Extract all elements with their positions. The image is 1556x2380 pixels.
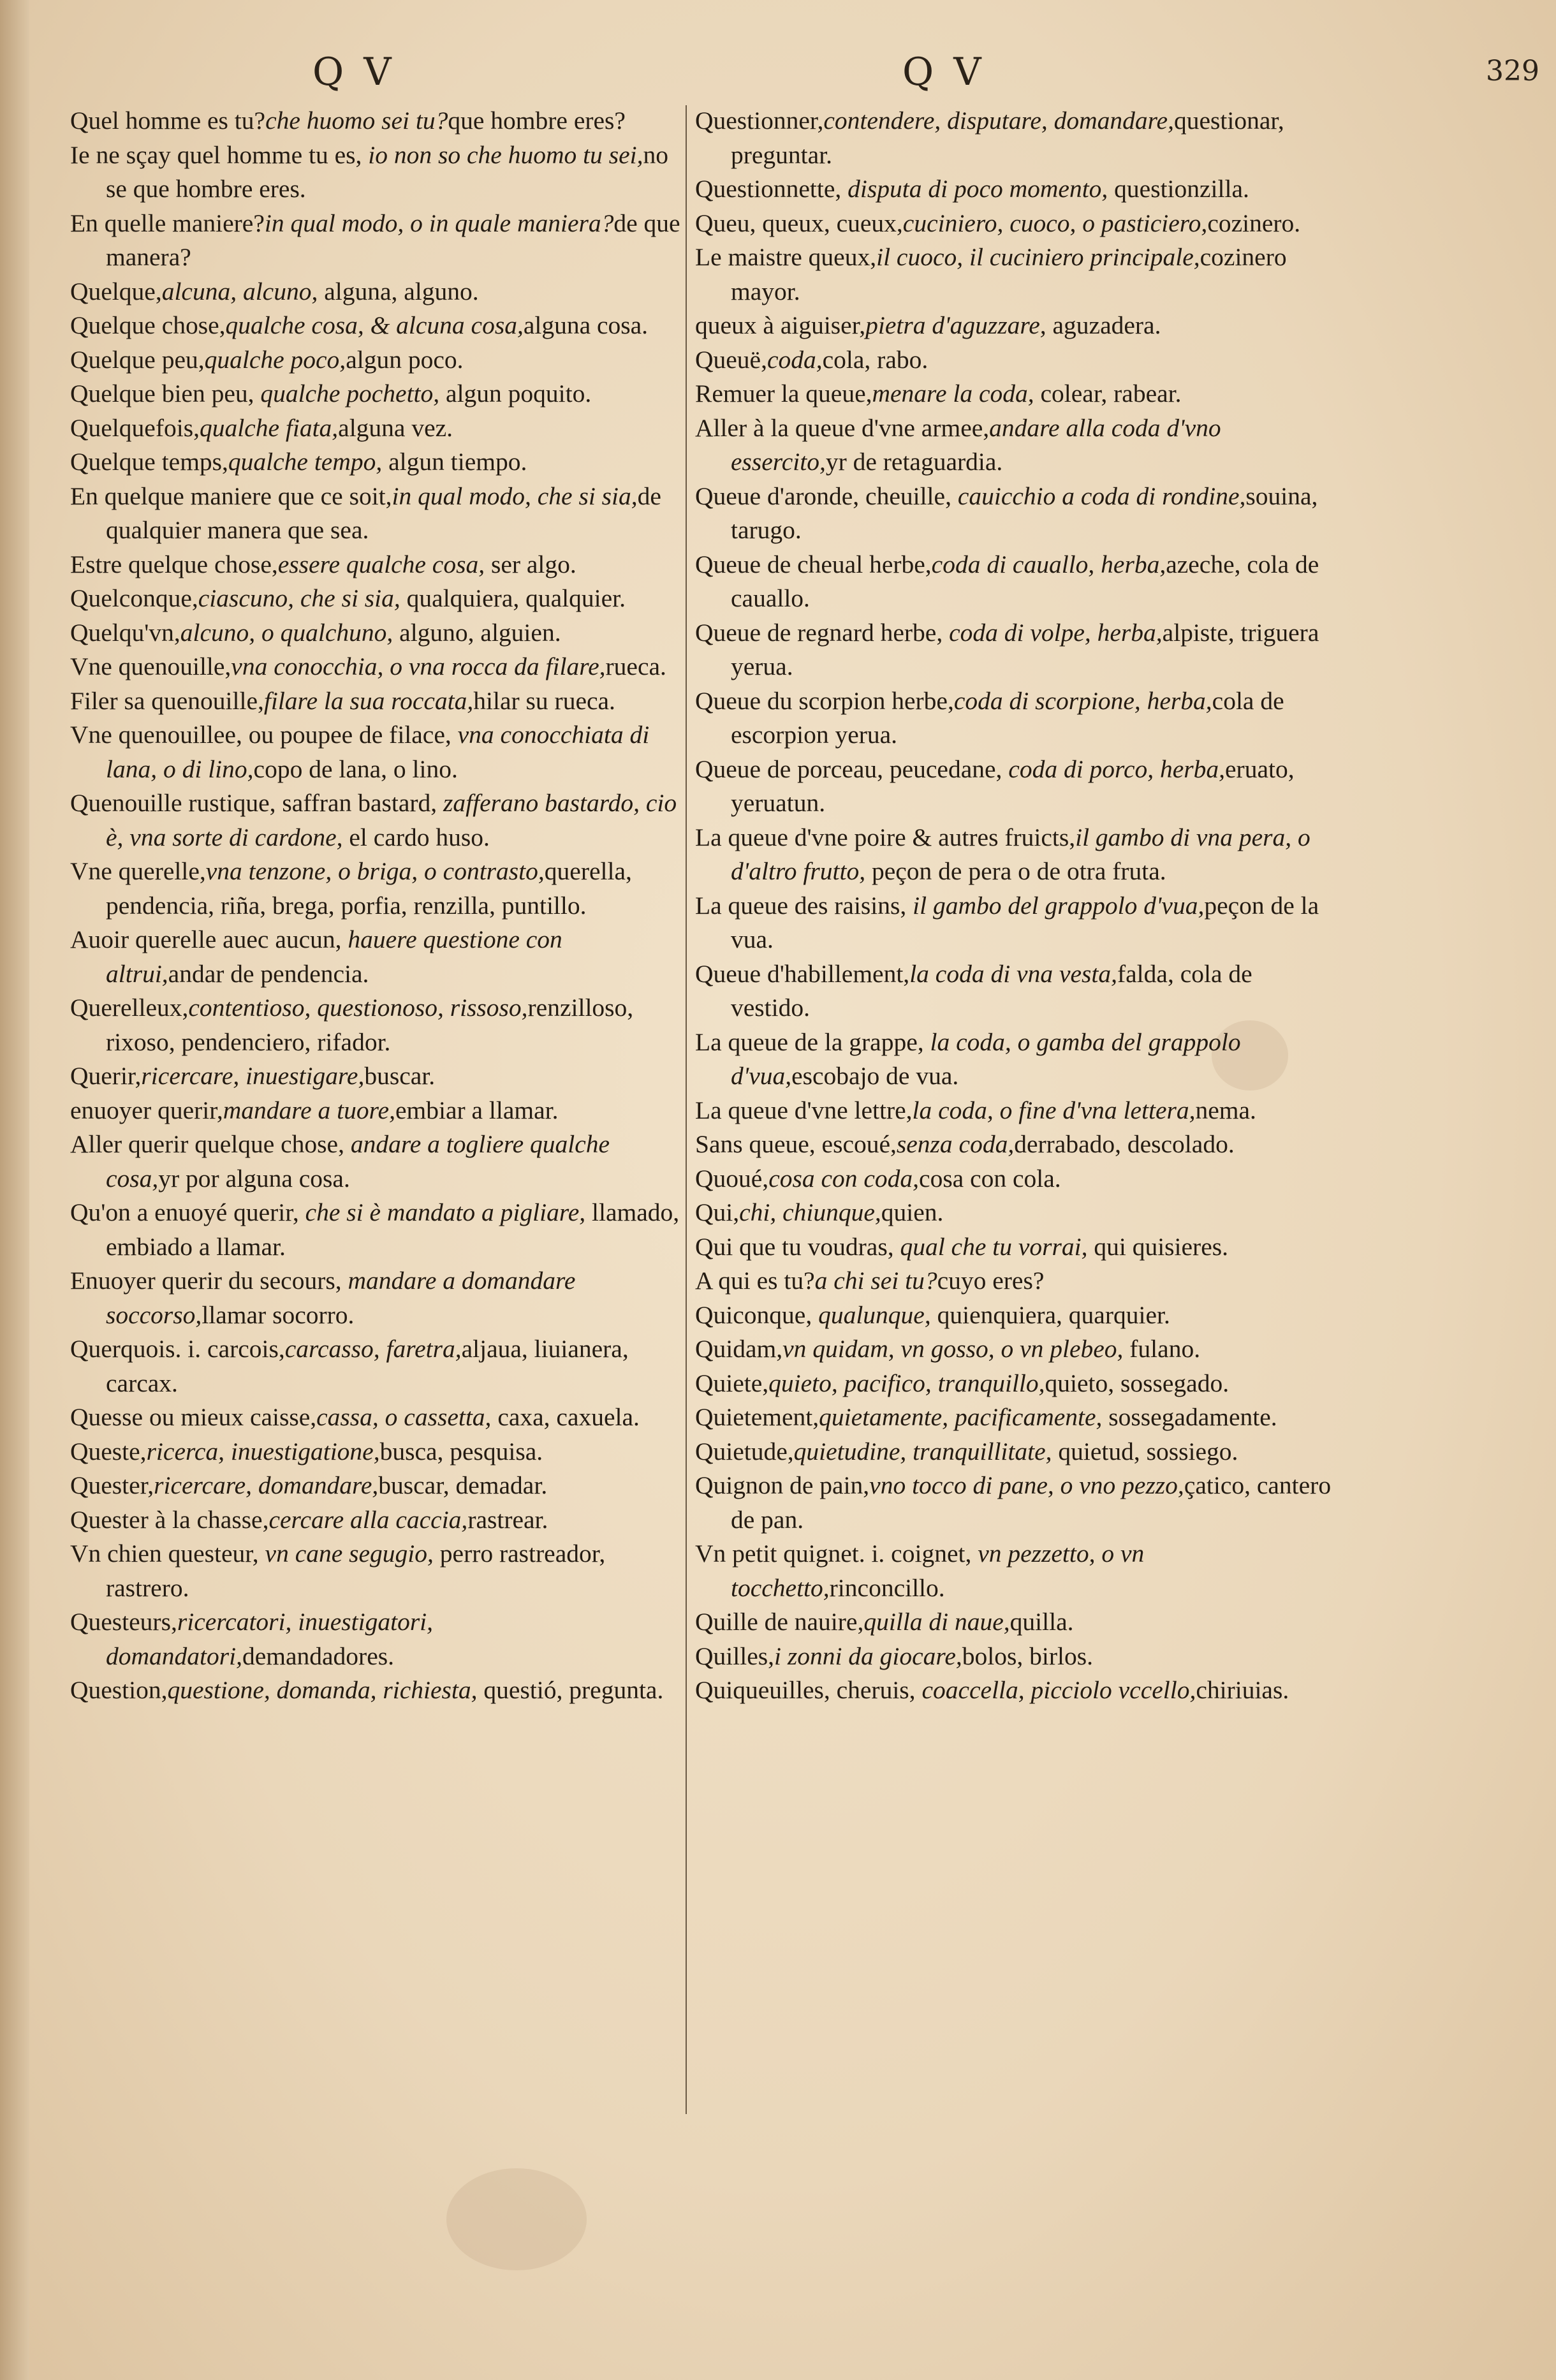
- italian-translation: qualunque,: [818, 1300, 931, 1329]
- french-headword: enuoyer querir,: [70, 1096, 223, 1124]
- french-headword: Quiqueuilles, cheruis,: [695, 1676, 922, 1704]
- dictionary-entry: [695, 309, 1336, 343]
- dictionary-entry: [695, 753, 1336, 821]
- french-headword: Quelque,: [70, 277, 162, 305]
- french-headword: Querelleux,: [70, 994, 189, 1022]
- french-headword: Quoué,: [695, 1164, 769, 1193]
- spanish-translation: çatico, cantero de pan.: [731, 1471, 1332, 1534]
- french-headword: Quester à la chasse,: [70, 1505, 269, 1534]
- spanish-translation: quietud, sossiego.: [1052, 1437, 1238, 1465]
- spanish-translation: questionzilla.: [1108, 175, 1249, 203]
- italian-translation: cercare alla caccia,: [268, 1505, 468, 1534]
- spanish-translation: cola, rabo.: [822, 345, 928, 374]
- italian-translation: io non so che huomo tu sei,: [368, 140, 643, 169]
- french-headword: Queste,: [70, 1437, 147, 1465]
- french-headword: Quilles,: [695, 1642, 774, 1670]
- spanish-translation: renzilloso, rixoso, pendenciero, rifador.: [106, 994, 634, 1056]
- spanish-translation: querella, pendencia, riña, brega, porfia, renzilla, puntillo.: [106, 857, 632, 920]
- french-headword: Querir,: [70, 1062, 142, 1090]
- dictionary-entry: [695, 957, 1336, 1025]
- french-headword: A qui es tu?: [695, 1267, 815, 1295]
- dictionary-entry: [70, 582, 682, 616]
- dictionary-entry: [70, 1059, 682, 1094]
- spanish-translation: aljaua, liuianera, carcax.: [106, 1335, 629, 1397]
- french-headword: Filer sa quenouille,: [70, 686, 264, 715]
- dictionary-entry: [70, 1537, 682, 1605]
- french-headword: Quelque peu,: [70, 345, 205, 374]
- french-headword: La queue de la grappe,: [695, 1027, 930, 1056]
- spanish-translation: eruato, yeruatun.: [731, 754, 1295, 817]
- spanish-translation: ser algo.: [485, 550, 576, 578]
- spanish-translation: quien.: [881, 1198, 944, 1226]
- italian-translation: che huomo sei tu?: [265, 107, 448, 135]
- french-headword: Vne quenouillee, ou poupee de filace,: [70, 721, 458, 749]
- dictionary-entry: [70, 718, 682, 786]
- french-headword: Questeurs,: [70, 1608, 177, 1636]
- italian-translation: menare la coda,: [872, 379, 1034, 408]
- italian-translation: qualche tempo,: [228, 448, 383, 476]
- dictionary-entry: [70, 923, 682, 991]
- spanish-translation: quienquiera, quarquier.: [930, 1300, 1170, 1329]
- italian-translation: carcasso, faretra,: [284, 1335, 462, 1363]
- spanish-translation: algun poquito.: [439, 379, 592, 408]
- italian-translation: il gambo di vna pera, o d'altro frutto,: [731, 823, 1310, 885]
- dictionary-entry: [70, 786, 682, 855]
- french-headword: En quelle maniere?: [70, 209, 265, 237]
- spanish-translation: quilla.: [1009, 1608, 1074, 1636]
- french-headword: Queue de porceau, peucedane,: [695, 754, 1009, 783]
- french-headword: Quelque bien peu,: [70, 379, 261, 408]
- spanish-translation: azeche, cola de cauallo.: [731, 550, 1319, 612]
- french-headword: Quidam,: [695, 1335, 783, 1363]
- spanish-translation: no se que hombre eres.: [106, 140, 668, 203]
- italian-translation: qualche pochetto,: [260, 379, 440, 408]
- spanish-translation: derrabado, descolado.: [1014, 1130, 1235, 1158]
- italian-translation: coda di porco, herba,: [1008, 754, 1226, 783]
- italian-translation: quietudine, tranquillitate,: [793, 1437, 1052, 1465]
- italian-translation: senza coda,: [896, 1130, 1015, 1158]
- spanish-translation: algun tiempo.: [382, 448, 527, 476]
- dictionary-entry: [695, 1094, 1336, 1128]
- spanish-translation: buscar.: [364, 1062, 436, 1090]
- dictionary-entry: [70, 1094, 682, 1128]
- dictionary-entry: [695, 1025, 1336, 1094]
- italian-translation: essere qualche cosa,: [277, 550, 485, 578]
- french-headword: Quesse ou mieux caisse,: [70, 1403, 317, 1431]
- italian-translation: vn pezzetto, o vn tocchetto,: [731, 1539, 1145, 1602]
- spanish-translation: nema.: [1195, 1096, 1256, 1124]
- italian-translation: coda di scorpione, herba,: [953, 686, 1212, 715]
- italian-translation: quietamente, pacificamente,: [819, 1403, 1103, 1431]
- dictionary-entry: [695, 1469, 1336, 1537]
- french-headword: La queue d'vne lettre,: [695, 1096, 913, 1124]
- spanish-translation: de que manera?: [106, 209, 680, 271]
- spanish-translation: yr de retaguardia.: [825, 448, 1003, 476]
- italian-translation: cassa, o cassetta,: [316, 1403, 492, 1431]
- dictionary-entry: [695, 548, 1336, 616]
- french-headword: Quelqu'vn,: [70, 618, 180, 647]
- dictionary-entry: [695, 1298, 1336, 1333]
- dictionary-entry: [695, 207, 1336, 241]
- dictionary-entry: [70, 1264, 682, 1332]
- italian-translation: vna tenzone, o briga, o contrasto,: [205, 857, 545, 885]
- italian-translation: hauere questione con altrui,: [106, 925, 562, 988]
- italian-translation: pietra d'aguzzare,: [865, 311, 1046, 339]
- french-headword: Remuer la queue,: [695, 379, 872, 408]
- italian-translation: la coda, o fine d'vna lettera,: [912, 1096, 1196, 1124]
- french-headword: Question,: [70, 1676, 168, 1704]
- spanish-translation: quieto, sossegado.: [1045, 1369, 1229, 1397]
- french-headword: Quietude,: [695, 1437, 794, 1465]
- italian-translation: coda di cauallo, herba,: [931, 550, 1166, 578]
- italian-translation: i zonni da giocare,: [774, 1642, 962, 1670]
- spanish-translation: llamado, embiado a llamar.: [106, 1198, 680, 1261]
- italian-translation: il gambo del grappolo d'vua,: [913, 891, 1205, 920]
- running-header: [0, 50, 1556, 101]
- french-headword: Queue de regnard herbe,: [695, 618, 950, 647]
- dictionary-entry: [70, 1673, 682, 1708]
- french-headword: Le maistre queux,: [695, 243, 877, 271]
- french-headword: Estre quelque chose,: [70, 550, 278, 578]
- italian-translation: quilla di naue,: [863, 1608, 1010, 1636]
- italian-translation: cuciniero, cuoco, o pasticiero,: [902, 209, 1208, 237]
- italian-translation: mandare a domandare soccorso,: [106, 1267, 576, 1329]
- spanish-translation: peçon de la vua.: [731, 891, 1319, 953]
- italian-translation: in qual modo, o in quale maniera?: [264, 209, 614, 237]
- dictionary-entry: [695, 1128, 1336, 1162]
- italian-translation: vno tocco di pane, o vno pezzo,: [869, 1471, 1184, 1499]
- french-headword: Sans queue, escoué,: [695, 1130, 897, 1158]
- right-column: [695, 104, 1336, 1708]
- spanish-translation: bolos, birlos.: [962, 1642, 1093, 1670]
- italian-translation: zafferano bastardo, cio è, vna sorte di cardone,: [106, 789, 677, 851]
- french-headword: Querquois. i. carcois,: [70, 1335, 285, 1363]
- french-headword: Questionner,: [695, 107, 824, 135]
- spanish-translation: chiriuias.: [1196, 1676, 1289, 1704]
- french-headword: Queuë,: [695, 345, 767, 374]
- dictionary-entry: [70, 343, 682, 378]
- dictionary-entry: [695, 889, 1336, 957]
- spanish-translation: yr por alguna cosa.: [158, 1164, 350, 1193]
- dictionary-entry: [70, 377, 682, 411]
- italian-translation: la coda di vna vesta,: [909, 959, 1117, 988]
- spanish-translation: aguzadera.: [1046, 311, 1161, 339]
- spanish-translation: souina, tarugo.: [731, 481, 1318, 544]
- french-headword: Aller à la queue d'vne armee,: [695, 413, 990, 442]
- spanish-translation: falda, cola de vestido.: [731, 959, 1252, 1022]
- spanish-translation: cola de escorpion yerua.: [731, 686, 1284, 749]
- french-headword: Queue du scorpion herbe,: [695, 686, 954, 715]
- italian-translation: che si è mandato a pigliare,: [305, 1198, 586, 1226]
- spanish-translation: qualquiera, qualquier.: [400, 584, 626, 612]
- french-headword: Quietement,: [695, 1403, 819, 1431]
- italian-translation: la coda, o gamba del grappolo d'vua,: [731, 1027, 1241, 1090]
- italian-translation: vn cane segugio,: [265, 1539, 434, 1568]
- italian-translation: ciascuno, che si sia,: [198, 584, 400, 612]
- spanish-translation: alguna vez.: [338, 413, 453, 442]
- dictionary-entry: [70, 445, 682, 480]
- dictionary-entry: [695, 480, 1336, 548]
- dictionary-entry: [695, 1605, 1336, 1640]
- italian-translation: ricercare, inuestigare,: [141, 1062, 365, 1090]
- french-headword: Quel homme es tu?: [70, 107, 266, 135]
- spanish-translation: busca, pesquisa.: [379, 1437, 543, 1465]
- dictionary-entry: [695, 1264, 1336, 1298]
- spanish-translation: alguna cosa.: [523, 311, 649, 339]
- italian-translation: mandare a tuore,: [223, 1096, 395, 1124]
- italian-translation: qual che tu vorrai,: [900, 1232, 1088, 1261]
- dictionary-entry: [70, 1196, 682, 1264]
- italian-translation: contentioso, questionoso, rissoso,: [188, 994, 528, 1022]
- italian-translation: qualche cosa, & alcuna cosa,: [225, 311, 524, 339]
- column-divider: [686, 105, 687, 2114]
- dictionary-entry: [70, 991, 682, 1059]
- french-headword: Quelconque,: [70, 584, 198, 612]
- italian-translation: ricerca, inuestigatione,: [146, 1437, 380, 1465]
- dictionary-entry: [695, 1640, 1336, 1674]
- spanish-translation: el cardo huso.: [342, 823, 490, 851]
- dictionary-entry: [695, 1673, 1336, 1708]
- spanish-translation: escobajo de vua.: [791, 1062, 959, 1090]
- dictionary-entry: [70, 1605, 682, 1673]
- french-headword: Quester,: [70, 1471, 154, 1499]
- italian-translation: andare a togliere qualche cosa,: [106, 1130, 610, 1193]
- italian-translation: coaccella, picciolo vccello,: [921, 1676, 1196, 1704]
- french-headword: Queue de cheual herbe,: [695, 550, 932, 578]
- italian-translation: questione, domanda, richiesta,: [167, 1676, 478, 1704]
- dictionary-entry: [695, 1435, 1336, 1469]
- spanish-translation: alguno, alguien.: [393, 618, 561, 647]
- dictionary-entry: [70, 138, 682, 207]
- dictionary-entry: [695, 411, 1336, 480]
- spanish-translation: cozinero mayor.: [731, 243, 1287, 305]
- spanish-translation: copo de lana, o lino.: [253, 754, 458, 783]
- spanish-translation: alguna, alguno.: [318, 277, 479, 305]
- italian-translation: andare alla coda d'vno essercito,: [731, 413, 1221, 476]
- french-headword: Qui,: [695, 1198, 740, 1226]
- dictionary-entry: [70, 1469, 682, 1503]
- spanish-translation: questionar, preguntar.: [731, 107, 1284, 169]
- italian-translation: chi, chiunque,: [739, 1198, 881, 1226]
- spanish-translation: rueca.: [605, 652, 666, 680]
- italian-translation: qualche fiata,: [199, 413, 339, 442]
- italian-translation: coda di volpe, herba,: [949, 618, 1163, 647]
- page-binding-shadow: [0, 0, 29, 2380]
- italian-translation: contendere, disputare, domandare,: [823, 107, 1174, 135]
- dictionary-entry: [695, 1230, 1336, 1265]
- french-headword: Qui que tu voudras,: [695, 1232, 900, 1261]
- spanish-translation: cozinero.: [1207, 209, 1301, 237]
- dictionary-entry: [695, 1162, 1336, 1196]
- dictionary-entry: [70, 548, 682, 582]
- spanish-translation: llamar socorro.: [202, 1300, 355, 1329]
- italian-translation: filare la sua roccata,: [263, 686, 474, 715]
- italian-translation: ricercatori, inuestigatori, domandatori,: [106, 1608, 434, 1670]
- dictionary-entry: [695, 1332, 1336, 1367]
- spanish-translation: alpiste, triguera yerua.: [731, 618, 1319, 680]
- spanish-translation: rastrear.: [467, 1505, 548, 1534]
- french-headword: Quignon de pain,: [695, 1471, 870, 1499]
- paper-stain: [446, 2168, 587, 2270]
- italian-translation: in qual modo, che si sia,: [392, 481, 638, 510]
- dictionary-entry: [695, 1537, 1336, 1605]
- left-column: [70, 104, 682, 1708]
- dictionary-entry: [695, 172, 1336, 207]
- dictionary-entry: [70, 855, 682, 923]
- dictionary-entry: [695, 104, 1336, 172]
- italian-translation: quieto, pacifico, tranquillo,: [768, 1369, 1045, 1397]
- french-headword: Quiconque,: [695, 1300, 819, 1329]
- french-headword: Vn petit quignet. i. coignet,: [695, 1539, 978, 1568]
- spanish-translation: sossegadamente.: [1102, 1403, 1277, 1431]
- dictionary-entry: [695, 1196, 1336, 1230]
- dictionary-entry: [70, 1503, 682, 1538]
- spanish-translation: perro rastreador, rastrero.: [106, 1539, 606, 1602]
- italian-translation: cauicchio a coda di rondine,: [957, 481, 1246, 510]
- french-headword: Queue d'habillement,: [695, 959, 910, 988]
- french-headword: Vne quenouille,: [70, 652, 231, 680]
- italian-translation: a chi sei tu?: [814, 1267, 937, 1295]
- dictionary-entry: [695, 1400, 1336, 1435]
- italian-translation: vn quidam, vn gosso, o vn plebeo,: [782, 1335, 1124, 1363]
- spanish-translation: demandadores.: [242, 1642, 394, 1670]
- dictionary-entry: [70, 684, 682, 719]
- dictionary-entry: [695, 616, 1336, 684]
- spanish-translation: peçon de pera o de otra fruta.: [865, 857, 1166, 885]
- italian-translation: alcuna, alcuno,: [161, 277, 318, 305]
- french-headword: Qu'on a enuoyé querir,: [70, 1198, 305, 1226]
- french-headword: Quelquefois,: [70, 413, 200, 442]
- french-headword: Enuoyer querir du secours,: [70, 1267, 348, 1295]
- dictionary-entry: [70, 1332, 682, 1400]
- italian-translation: disputa di poco momento,: [848, 175, 1108, 203]
- dictionary-entry: [70, 1128, 682, 1196]
- dictionary-entry: [70, 480, 682, 548]
- dictionary-entry: [695, 377, 1336, 411]
- spanish-translation: que hombre eres?: [448, 107, 626, 135]
- dictionary-entry: [70, 309, 682, 343]
- italian-translation: coda,: [767, 345, 823, 374]
- french-headword: Aller querir quelque chose,: [70, 1130, 351, 1158]
- french-headword: Vn chien questeur,: [70, 1539, 265, 1568]
- dictionary-entry: [70, 104, 682, 138]
- spanish-translation: qui quisieres.: [1087, 1232, 1228, 1261]
- french-headword: Quenouille rustique, saffran bastard,: [70, 789, 444, 817]
- italian-translation: il cuoco, il cuciniero principale,: [876, 243, 1200, 271]
- spanish-translation: fulano.: [1123, 1335, 1201, 1363]
- spanish-translation: andar de pendencia.: [168, 959, 369, 988]
- french-headword: En quelque maniere que ce soit,: [70, 481, 392, 510]
- header-left: Q V: [312, 50, 395, 94]
- italian-translation: vna conocchiata di lana, o di lino,: [106, 721, 650, 783]
- dictionary-entry: [70, 411, 682, 446]
- spanish-translation: cosa con cola.: [919, 1164, 1061, 1193]
- dictionary-entry: [695, 821, 1336, 889]
- dictionary-entry: [70, 616, 682, 650]
- spanish-translation: embiar a llamar.: [395, 1096, 559, 1124]
- dictionary-entry: [70, 650, 682, 684]
- dictionary-entry: [70, 1400, 682, 1435]
- page-number: 329: [1486, 55, 1539, 87]
- spanish-translation: colear, rabear.: [1034, 379, 1182, 408]
- french-headword: Quille de nauire,: [695, 1608, 864, 1636]
- dictionary-entry: [695, 343, 1336, 378]
- header-right: Q V: [902, 50, 985, 94]
- french-headword: La queue d'vne poire & autres fruicts,: [695, 823, 1076, 851]
- french-headword: Ie ne sçay quel homme tu es,: [70, 140, 369, 169]
- spanish-translation: de qualquier manera que sea.: [106, 481, 661, 544]
- spanish-translation: cuyo eres?: [937, 1267, 1045, 1295]
- spanish-translation: buscar, demadar.: [378, 1471, 548, 1499]
- spanish-translation: algun poco.: [346, 345, 464, 374]
- french-headword: Queue d'aronde, cheuille,: [695, 481, 958, 510]
- spanish-translation: hilar su rueca.: [473, 686, 615, 715]
- italian-translation: vna conocchia, o vna rocca da filare,: [231, 652, 606, 680]
- french-headword: Queu, queux, cueux,: [695, 209, 903, 237]
- italian-translation: ricercare, domandare,: [154, 1471, 379, 1499]
- french-headword: Auoir querelle auec aucun,: [70, 925, 348, 953]
- french-headword: Questionnette,: [695, 175, 848, 203]
- italian-translation: cosa con coda,: [768, 1164, 920, 1193]
- italian-translation: qualche poco,: [204, 345, 346, 374]
- spanish-translation: questió, pregunta.: [477, 1676, 664, 1704]
- spanish-translation: caxa, caxuela.: [491, 1403, 640, 1431]
- french-headword: Quelque temps,: [70, 448, 228, 476]
- french-headword: queux à aiguiser,: [695, 311, 866, 339]
- french-headword: Vne querelle,: [70, 857, 206, 885]
- italian-translation: alcuno, o qualchuno,: [180, 618, 393, 647]
- dictionary-entry: [695, 684, 1336, 753]
- dictionary-entry: [70, 275, 682, 309]
- dictionary-entry: [695, 1367, 1336, 1401]
- french-headword: La queue des raisins,: [695, 891, 913, 920]
- spanish-translation: rinconcillo.: [829, 1573, 945, 1602]
- french-headword: Quelque chose,: [70, 311, 226, 339]
- dictionary-entry: [70, 1435, 682, 1469]
- dictionary-entry: [70, 207, 682, 275]
- dictionary-entry: [695, 240, 1336, 309]
- french-headword: Quiete,: [695, 1369, 769, 1397]
